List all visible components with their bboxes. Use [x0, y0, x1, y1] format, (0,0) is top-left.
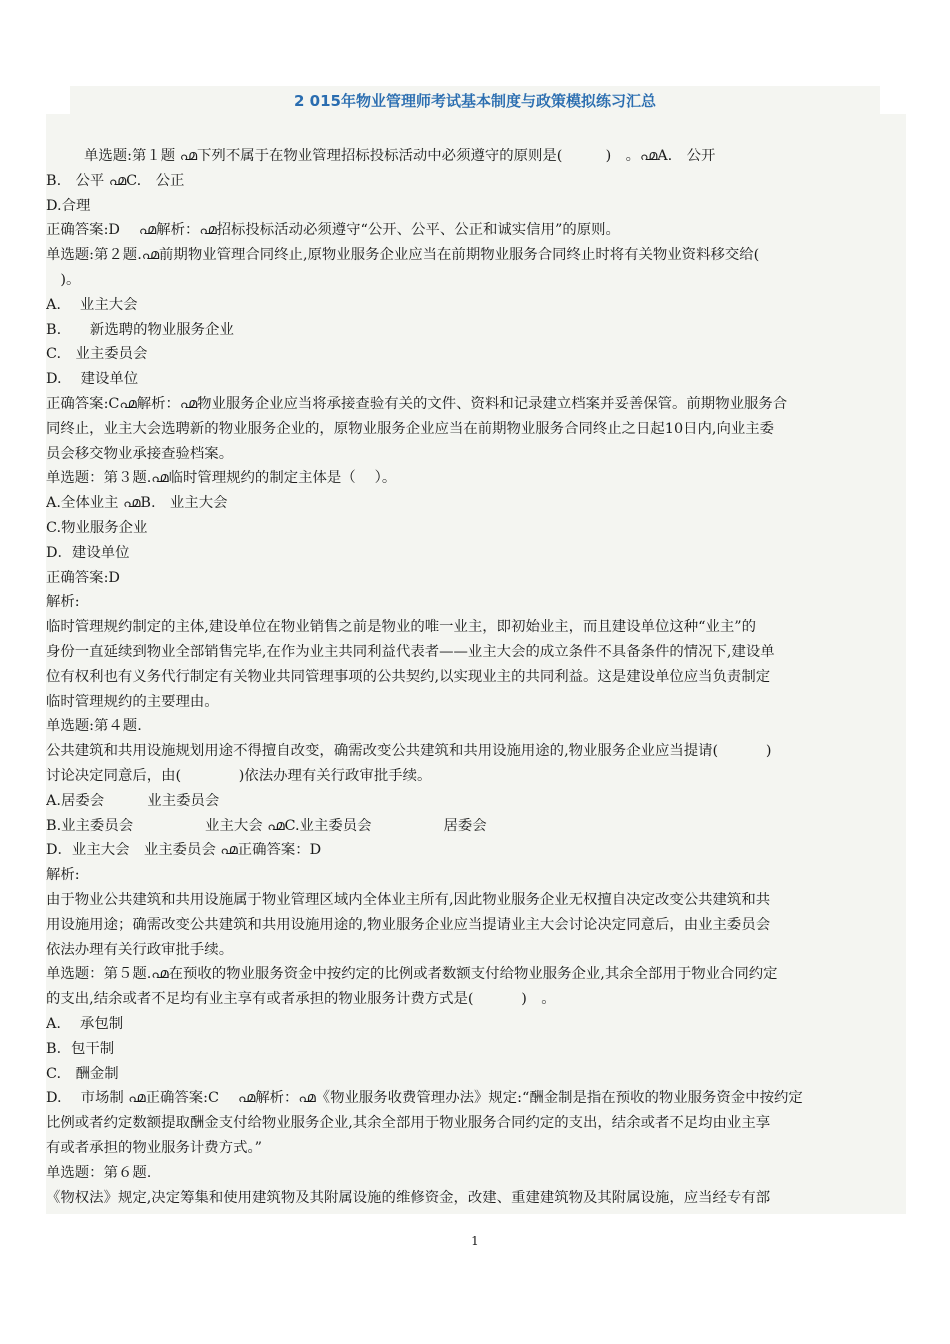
text-line: 《物权法》规定,决定筹集和使用建筑物及其附属设施的维修资金，改建、重建建筑物及其附属设施，应当经专有部: [46, 1189, 771, 1206]
text-line: C. 业主委员会: [46, 346, 148, 363]
text-line: B.业主委员会 业主大会 ൶C.业主委员会 居委会: [46, 817, 487, 834]
text-line: B. 新选聘的物业服务企业: [46, 321, 234, 338]
text-line: 的支出,结余或者不足均有业主享有或者承担的物业服务计费方式是( ) 。: [46, 991, 556, 1008]
text-line: A. 业主大会: [46, 296, 138, 313]
text-line: 讨论决定同意后，由( )依法办理有关行政审批手续。: [46, 768, 432, 784]
text-line: 单选题:第２题.൶前期物业管理合同终止,原物业服务企业应当在前期物业服务合同终止时将有关物业资料移交给(: [46, 247, 760, 264]
text-line: 单选题:第１题 ൶下列不属于在物业管理招标投标活动中必须遵守的原则是( ) 。൶A. 公开: [84, 148, 716, 164]
text-line: 由于物业公共建筑和共用设施属于物业管理区域内全体业主所有,因此物业服务企业无权擅自决定改变公共建筑和共: [46, 892, 771, 908]
page-number: 1: [471, 1234, 479, 1248]
text-line: D．业主大会 业主委员会 ൶正确答案：D: [46, 842, 322, 859]
text-line: A. 承包制: [46, 1016, 124, 1032]
text-line: C. 酬金制: [46, 1065, 119, 1082]
text-line: 单选题：第３题.൶临时管理规约的制定主体是（ ）。: [46, 470, 397, 487]
text-line: 有或者承担的物业服务计费方式。”: [46, 1140, 263, 1156]
text-line: 用设施用途；确需改变公共建筑和共用设施用途的,物业服务企业应当提请业主大会讨论决定同意后，由业主委员会: [46, 916, 771, 933]
text-line: 比例或者约定数额提取酬金支付给物业服务企业,其余全部用于物业服务合同约定的支出，结余或者不足均由业主享: [46, 1115, 771, 1132]
text-line: 同终止，业主大会选聘新的物业服务企业的，原物业服务企业应当在前期物业服务合同终止之日起10日内,向业主委: [46, 420, 775, 437]
document-title: 2 015年物业管理师考试基本制度与政策模拟练习汇总: [294, 91, 656, 110]
text-line: 单选题：第６题.: [46, 1164, 152, 1181]
text-line: 位有权利也有义务代行制定有关物业共同管理事项的公共契约,以实现业主的共同利益。这是建设单位应当负责制定: [46, 668, 771, 685]
text-line: )。: [46, 272, 81, 288]
text-line: 身份一直延续到物业全部销售完毕,在作为业主共同利益代表者——业主大会的成立条件不具备条件的情况下,建设单: [46, 644, 775, 660]
text-line: A.全体业主 ൶B. 业主大会: [46, 495, 228, 512]
text-line: B．包干制: [46, 1040, 115, 1057]
text-line: 临时管理规约制定的主体,建设单位在物业销售之前是物业的唯一业主，即初始业主，而且建设单位这种“业主”的: [46, 619, 757, 636]
text-line: D．建设单位: [46, 544, 130, 561]
document-body: [46, 114, 906, 1214]
text-line: 公共建筑和共用设施规划用途不得擅自改变，确需改变公共建筑和共用设施用途的,物业服务企业应当提请( ): [46, 743, 772, 760]
text-line: 单选题:第４题.: [46, 718, 142, 735]
text-line: 单选题：第５题.൶在预收的物业服务资金中按约定的比例或者数额支付给物业服务企业,其余全部用于物业合同约定: [46, 966, 778, 983]
text-line: A.居委会 业主委员会: [46, 792, 220, 809]
text-line: D. 建设单位: [46, 371, 139, 388]
text-line: 正确答案:D ൶解析：൶招标投标活动必须遵守“公开、公平、公正和诚实信用”的原则。: [46, 222, 620, 239]
text-line: 员会移交物业承接查验档案。: [46, 445, 234, 462]
text-line: 正确答案:C൶解析：൶物业服务企业应当将承接查验有关的文件、资料和记录建立档案并妥善保管。前期物业服务合: [46, 396, 788, 412]
text-line: 临时管理规约的主要理由。: [46, 693, 219, 710]
text-line: D. 市场制 ൶正确答案:C ൶解析：൶《物业服务收费管理办法》规定:“酬金制是指在预收的物业服务资金中按约定: [46, 1090, 803, 1107]
text-line: 解析:: [46, 867, 80, 884]
text-line: C.物业服务企业: [46, 520, 148, 536]
text-line: 依法办理有关行政审批手续。: [46, 941, 234, 958]
text-line: 正确答案:D: [46, 569, 120, 586]
text-line: D.合理: [46, 197, 91, 214]
text-line: 解析:: [46, 594, 80, 611]
text-line: B. 公平 ൶C. 公正: [46, 172, 185, 189]
title-band: [70, 86, 880, 114]
